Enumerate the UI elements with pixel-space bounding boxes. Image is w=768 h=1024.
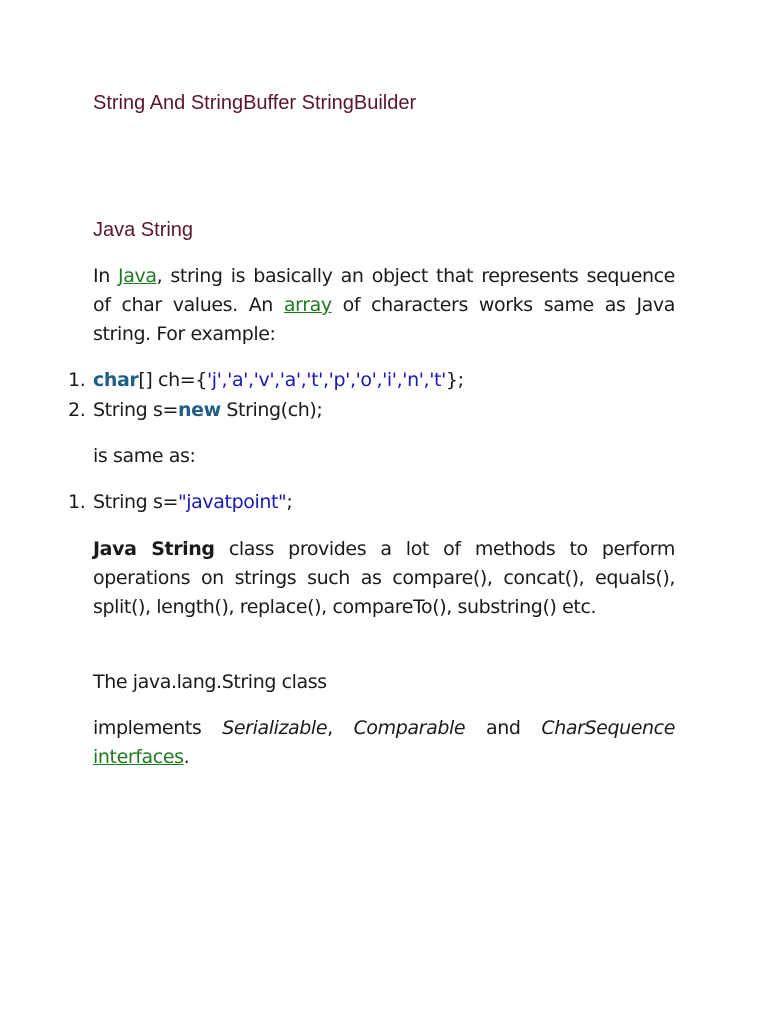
charsequence-text: CharSequence [541,717,676,739]
code-text: }; [445,369,464,391]
code-text: String(ch); [220,399,323,421]
comparable-text: Comparable [353,717,466,739]
implements-text-1: implements [93,717,223,739]
code-text: ; [286,491,293,513]
code-string: 'j','a','v','a','t','p','o','i','n','t' [206,369,446,391]
java-link[interactable]: Java [118,265,157,287]
class-line-text: The java.lang.String class [93,671,327,693]
implements-text-2: , [327,717,354,739]
code-text: String s= [93,399,178,421]
implements-text-5: . [183,746,190,768]
page-title: String And StringBuffer StringBuilder [93,92,417,114]
code-keyword: char [93,369,139,391]
methods-text: class provides a lot of methods to perform operations on strings such as compare(), concat(), equals(), split(), length(), replace(), compareTo(), substring() etc. [93,538,675,618]
intro-text-2: , string is basically an object that represents sequence of char values. An [93,265,675,316]
implements-paragraph [93,714,675,772]
line-number: 1. [68,491,86,513]
serializable-text: Serializable [222,717,328,739]
intro-paragraph [93,262,675,349]
intro-text-1: In [93,265,119,287]
line-number: 1. [68,369,86,391]
code-text: [] ch={ [138,369,207,391]
intro-text-3: of characters works same as Java string. For example: [93,294,675,345]
implements-text-3: and [465,717,542,739]
section-heading: Java String [93,219,194,241]
code-string: "javatpoint" [177,491,287,513]
code-line [68,488,292,517]
code-line [68,366,464,395]
array-link[interactable]: array [283,294,332,316]
interfaces-link[interactable]: interfaces [93,746,184,768]
methods-bold-text: Java String [93,538,215,560]
code-text: String s= [93,491,178,513]
methods-paragraph [93,535,675,622]
code-line [68,396,322,425]
same-as-text: is same as: [93,445,196,467]
line-number: 2. [68,399,86,421]
code-keyword: new [177,399,221,421]
